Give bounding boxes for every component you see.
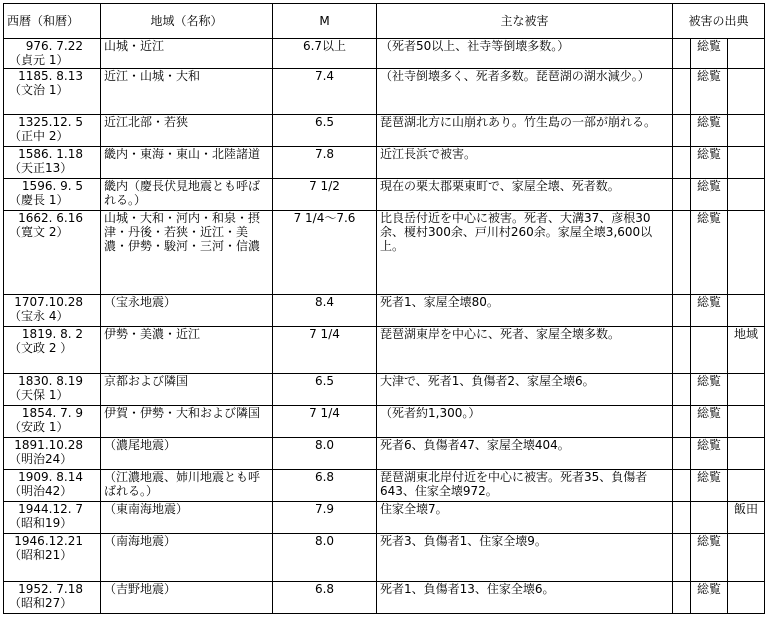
source-cell-1 xyxy=(673,406,691,438)
region-cell: （東南海地震） xyxy=(101,502,273,534)
source-cell-2: 総覧 xyxy=(691,374,728,406)
western-date: 1586. 1.18 xyxy=(18,147,83,161)
table-row xyxy=(4,327,765,374)
source-cell-2: 総覧 xyxy=(691,406,728,438)
source-cell-2: 総覧 xyxy=(691,534,728,582)
magnitude-cell: 6.7以上 xyxy=(273,39,377,69)
table-row xyxy=(4,115,765,147)
date-cell xyxy=(4,502,101,534)
region-cell: 畿内（慶長伏見地震とも呼ばれる。） xyxy=(101,179,273,211)
table-body xyxy=(4,39,765,614)
source-cell-3 xyxy=(728,582,765,614)
magnitude-cell: 8.0 xyxy=(273,534,377,582)
source-cell-3 xyxy=(728,147,765,179)
table-row xyxy=(4,438,765,470)
table-header-row xyxy=(4,4,765,39)
source-cell-3 xyxy=(728,534,765,582)
date-cell xyxy=(4,406,101,438)
source-cell-2: 総覧 xyxy=(691,115,728,147)
source-cell-1 xyxy=(673,582,691,614)
western-date: 1325.12. 5 xyxy=(18,115,83,129)
western-date: 1854. 7. 9 xyxy=(21,406,83,420)
region-cell: （江濃地震、姉川地震とも呼ばれる。） xyxy=(101,470,273,502)
japanese-era: （昭和27） xyxy=(9,596,73,610)
region-cell: 山城・大和・河内・和泉・摂津・丹後・若狭・近江・美濃・伊勢・駿河・三河・信濃 xyxy=(101,211,273,295)
western-date: 1596. 9. 5 xyxy=(21,179,83,193)
japanese-era: （文治 1） xyxy=(9,83,69,97)
magnitude-cell: 7 1/4 xyxy=(273,406,377,438)
source-cell-3: 飯田 xyxy=(728,502,765,534)
header-region: 地域（名称） xyxy=(101,4,273,39)
source-cell-1 xyxy=(673,147,691,179)
date-cell xyxy=(4,582,101,614)
magnitude-cell: 7 1/4 xyxy=(273,327,377,374)
japanese-era: （明治24） xyxy=(9,452,73,466)
source-cell-1 xyxy=(673,39,691,69)
source-cell-3 xyxy=(728,69,765,115)
region-cell: 近江北部・若狭 xyxy=(101,115,273,147)
damage-cell: 比良岳付近を中心に被害。死者、大溝37、彦根30余、榎村300余、戸川村260余。家屋全壊3,600以上。 xyxy=(377,211,673,295)
damage-cell: 死者1、負傷者13、住家全壊6。 xyxy=(377,582,673,614)
magnitude-cell: 8.4 xyxy=(273,295,377,327)
damage-cell: 死者6、負傷者47、家屋全壊404。 xyxy=(377,438,673,470)
source-cell-2: 総覧 xyxy=(691,470,728,502)
japanese-era: （宝永 4） xyxy=(9,309,69,323)
damage-cell: 琵琶湖北方に山崩れあり。竹生島の一部が崩れる。 xyxy=(377,115,673,147)
source-cell-3 xyxy=(728,179,765,211)
header-date: 西暦（和暦） xyxy=(4,4,101,39)
table-row xyxy=(4,39,765,69)
table-row xyxy=(4,406,765,438)
table-row xyxy=(4,534,765,582)
western-date: 1909. 8.14 xyxy=(18,470,83,484)
region-cell: （南海地震） xyxy=(101,534,273,582)
region-cell: 近江・山城・大和 xyxy=(101,69,273,115)
region-cell: （吉野地震） xyxy=(101,582,273,614)
region-cell: 伊賀・伊勢・大和および隣国 xyxy=(101,406,273,438)
date-cell xyxy=(4,327,101,374)
japanese-era: （天保 1） xyxy=(9,388,69,402)
region-cell: （宝永地震） xyxy=(101,295,273,327)
japanese-era: （天正13） xyxy=(9,161,73,175)
date-cell xyxy=(4,295,101,327)
region-cell: 山城・近江 xyxy=(101,39,273,69)
source-cell-3 xyxy=(728,295,765,327)
source-cell-3 xyxy=(728,470,765,502)
source-cell-2 xyxy=(691,502,728,534)
source-cell-1 xyxy=(673,211,691,295)
japanese-era: （慶長 1） xyxy=(9,193,69,207)
region-cell: 京都および隣国 xyxy=(101,374,273,406)
japanese-era: （昭和19） xyxy=(9,516,73,530)
japanese-era: （昭和21） xyxy=(9,548,73,562)
region-cell: 伊勢・美濃・近江 xyxy=(101,327,273,374)
header-damage: 主な被害 xyxy=(377,4,673,39)
source-cell-2 xyxy=(691,327,728,374)
table-row xyxy=(4,179,765,211)
header-source: 被害の出典 xyxy=(673,4,765,39)
damage-cell: 近江長浜で被害。 xyxy=(377,147,673,179)
western-date: 1952. 7.18 xyxy=(18,582,83,596)
western-date: 1662. 6.16 xyxy=(18,211,83,225)
date-cell xyxy=(4,211,101,295)
magnitude-cell: 6.8 xyxy=(273,470,377,502)
table-row xyxy=(4,295,765,327)
source-cell-3 xyxy=(728,374,765,406)
damage-cell: （死者約1,300。） xyxy=(377,406,673,438)
date-cell xyxy=(4,115,101,147)
damage-cell: 琵琶湖東北岸付近を中心に被害。死者35、負傷者643、住家全壊972。 xyxy=(377,470,673,502)
earthquake-table-container xyxy=(3,3,765,614)
source-cell-1 xyxy=(673,374,691,406)
table-row xyxy=(4,69,765,115)
western-date: 1185. 8.13 xyxy=(18,69,83,83)
header-magnitude: M xyxy=(273,4,377,39)
earthquake-history-table xyxy=(3,3,765,614)
magnitude-cell: 7.8 xyxy=(273,147,377,179)
date-cell xyxy=(4,69,101,115)
western-date: 976. 7.22 xyxy=(25,39,83,53)
source-cell-3 xyxy=(728,115,765,147)
japanese-era: （貞元 1） xyxy=(9,53,69,67)
date-cell xyxy=(4,179,101,211)
table-row xyxy=(4,211,765,295)
damage-cell: （死者50以上、社寺等倒壊多数。） xyxy=(377,39,673,69)
source-cell-2: 総覧 xyxy=(691,582,728,614)
date-cell xyxy=(4,534,101,582)
source-cell-1 xyxy=(673,502,691,534)
japanese-era: （正中 2） xyxy=(9,129,69,143)
source-cell-3: 地域 xyxy=(728,327,765,374)
magnitude-cell: 6.8 xyxy=(273,582,377,614)
japanese-era: （安政 1） xyxy=(9,420,69,434)
damage-cell: 死者3、負傷者1、住家全壊9。 xyxy=(377,534,673,582)
date-cell xyxy=(4,147,101,179)
magnitude-cell: 7.9 xyxy=(273,502,377,534)
source-cell-1 xyxy=(673,115,691,147)
western-date: 1944.12. 7 xyxy=(18,502,83,516)
damage-cell: （社寺倒壊多く、死者多数。琵琶湖の湖水減少。） xyxy=(377,69,673,115)
source-cell-2: 総覧 xyxy=(691,211,728,295)
source-cell-1 xyxy=(673,470,691,502)
source-cell-1 xyxy=(673,327,691,374)
source-cell-2: 総覧 xyxy=(691,179,728,211)
region-cell: （濃尾地震） xyxy=(101,438,273,470)
magnitude-cell: 7 1/2 xyxy=(273,179,377,211)
japanese-era: （寛文 2） xyxy=(9,225,69,239)
source-cell-2: 総覧 xyxy=(691,39,728,69)
source-cell-2: 総覧 xyxy=(691,147,728,179)
date-cell xyxy=(4,470,101,502)
date-cell xyxy=(4,374,101,406)
table-row xyxy=(4,147,765,179)
source-cell-1 xyxy=(673,295,691,327)
source-cell-2: 総覧 xyxy=(691,438,728,470)
magnitude-cell: 6.5 xyxy=(273,374,377,406)
source-cell-2: 総覧 xyxy=(691,295,728,327)
source-cell-3 xyxy=(728,39,765,69)
damage-cell: 琵琶湖東岸を中心に、死者、家屋全壊多数。 xyxy=(377,327,673,374)
source-cell-3 xyxy=(728,211,765,295)
source-cell-1 xyxy=(673,534,691,582)
western-date: 1946.12.21 xyxy=(14,534,83,548)
damage-cell: 現在の栗太郡栗東町で、家屋全壊、死者数。 xyxy=(377,179,673,211)
table-row xyxy=(4,374,765,406)
western-date: 1830. 8.19 xyxy=(18,374,83,388)
table-row xyxy=(4,582,765,614)
magnitude-cell: 6.5 xyxy=(273,115,377,147)
source-cell-2: 総覧 xyxy=(691,69,728,115)
source-cell-1 xyxy=(673,69,691,115)
damage-cell: 大津で、死者1、負傷者2、家屋全壊6。 xyxy=(377,374,673,406)
source-cell-1 xyxy=(673,179,691,211)
western-date: 1707.10.28 xyxy=(14,295,83,309)
magnitude-cell: 7 1/4～7.6 xyxy=(273,211,377,295)
table-row xyxy=(4,502,765,534)
region-cell: 畿内・東海・東山・北陸諸道 xyxy=(101,147,273,179)
japanese-era: （明治42） xyxy=(9,484,73,498)
source-cell-3 xyxy=(728,406,765,438)
western-date: 1891.10.28 xyxy=(14,438,83,452)
magnitude-cell: 7.4 xyxy=(273,69,377,115)
source-cell-3 xyxy=(728,438,765,470)
magnitude-cell: 8.0 xyxy=(273,438,377,470)
source-cell-1 xyxy=(673,438,691,470)
japanese-era: （文政 2 ） xyxy=(9,341,73,355)
table-row xyxy=(4,470,765,502)
date-cell xyxy=(4,39,101,69)
western-date: 1819. 8. 2 xyxy=(21,327,83,341)
damage-cell: 死者1、家屋全壊80。 xyxy=(377,295,673,327)
date-cell xyxy=(4,438,101,470)
damage-cell: 住家全壊7。 xyxy=(377,502,673,534)
